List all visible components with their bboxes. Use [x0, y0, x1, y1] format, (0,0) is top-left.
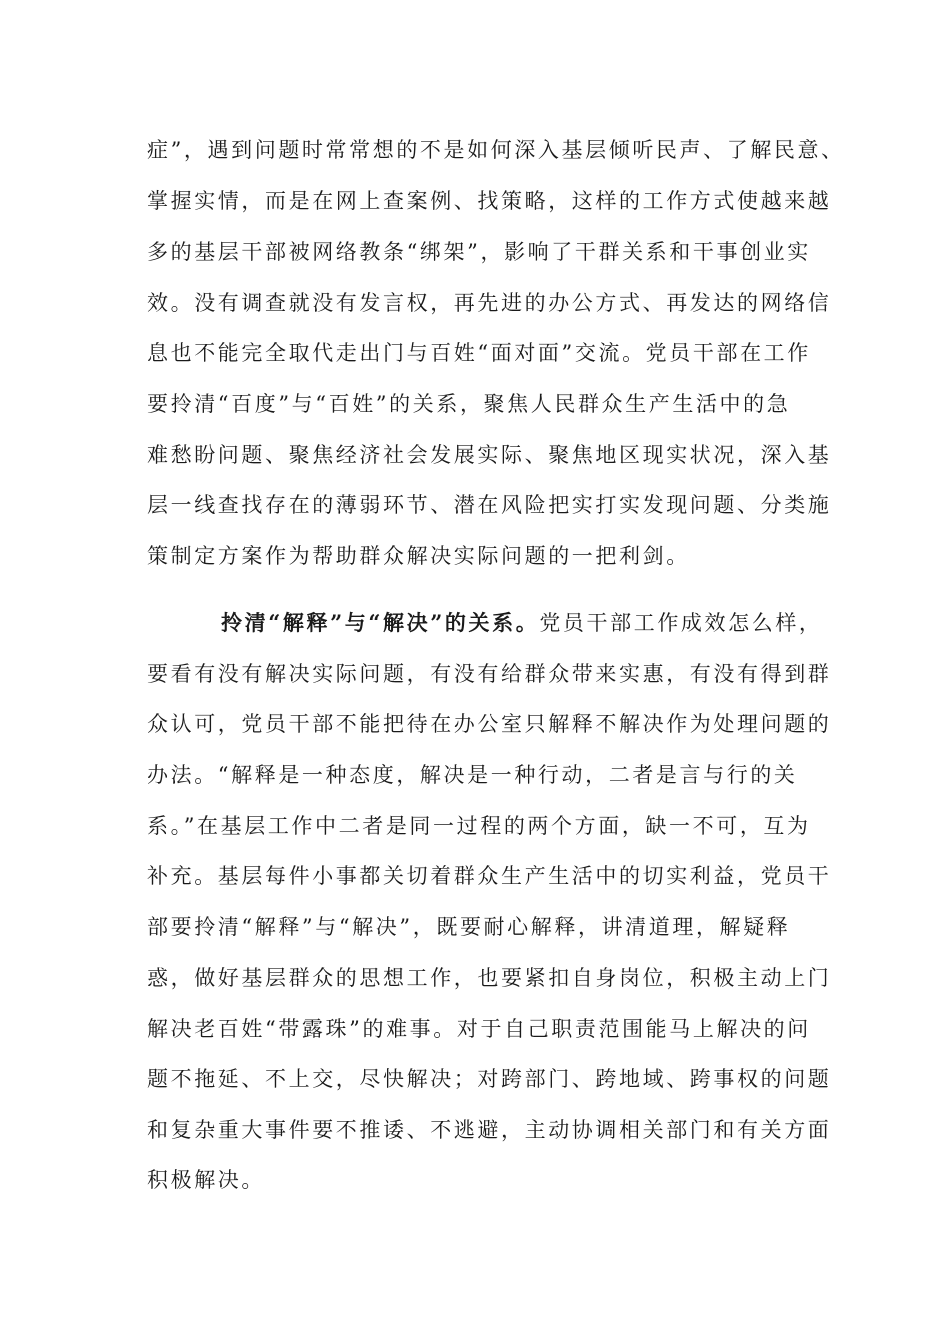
paragraph-line: 息也不能完全取代走出门与百姓“面对面”交流。党员干部在工作: [147, 341, 811, 365]
paragraph-line: 难愁盼问题、聚焦经济社会发展实际、聚焦地区现实状况，深入基: [147, 443, 832, 467]
paragraph-line: 效。没有调查就没有发言权，再先进的办公方式、再发达的网络信: [147, 291, 832, 315]
paragraph-line: 众认可，党员干部不能把待在办公室只解释不解决作为处理问题的: [147, 712, 832, 736]
paragraph-line: 多的基层干部被网络教条“绑架”，影响了干群关系和干事创业实: [147, 240, 811, 264]
paragraph-line: 和复杂重大事件要不推诿、不逃避，主动协调相关部门和有关方面: [147, 1118, 832, 1142]
paragraph-line: 办法。“解释是一种态度，解决是一种行动，二者是言与行的关: [147, 763, 798, 787]
paragraph-line: 解决老百姓“带露珠”的难事。对于自己职责范围能马上解决的问: [147, 1017, 811, 1041]
paragraph-line: 题不拖延、不上交，尽快解决；对跨部门、跨地域、跨事权的问题: [147, 1067, 832, 1091]
paragraph-line: 积极解决。: [147, 1168, 265, 1192]
paragraph-heading: 拎清“解释”与“解决”的关系。: [221, 610, 540, 635]
paragraph-line: 部要拎清“解释”与“解决”，既要耐心解释，讲清道理，解疑释: [147, 915, 791, 939]
paragraph-line: 要看有没有解决实际问题，有没有给群众带来实惠，有没有得到群: [147, 662, 832, 686]
paragraph-line: 惑，做好基层群众的思想工作，也要紧扣自身岗位，积极主动上门: [147, 966, 832, 990]
paragraph-line: 策制定方案作为帮助群众解决实际问题的一把利剑。: [147, 544, 690, 568]
paragraph-first-line: [221, 609, 823, 637]
paragraph-first-line-text: 党员干部工作成效怎么样，: [539, 611, 823, 635]
paragraph-line: 掌握实情，而是在网上查案例、找策略，这样的工作方式使越来越: [147, 189, 832, 213]
paragraph-line: 补充。基层每件小事都关切着群众生产生活中的切实利益，党员干: [147, 864, 832, 888]
paragraph-line: 系。”在基层工作中二者是同一过程的两个方面，缺一不可，互为: [147, 814, 811, 838]
paragraph-line: 要拎清“百度”与“百姓”的关系，聚焦人民群众生产生活中的急: [147, 392, 791, 416]
paragraph-line: 层一线查找存在的薄弱环节、潜在风险把实打实发现问题、分类施: [147, 493, 832, 517]
paragraph-line: 症”，遇到问题时常常想的不是如何深入基层倾听民声、了解民意、: [147, 138, 845, 162]
